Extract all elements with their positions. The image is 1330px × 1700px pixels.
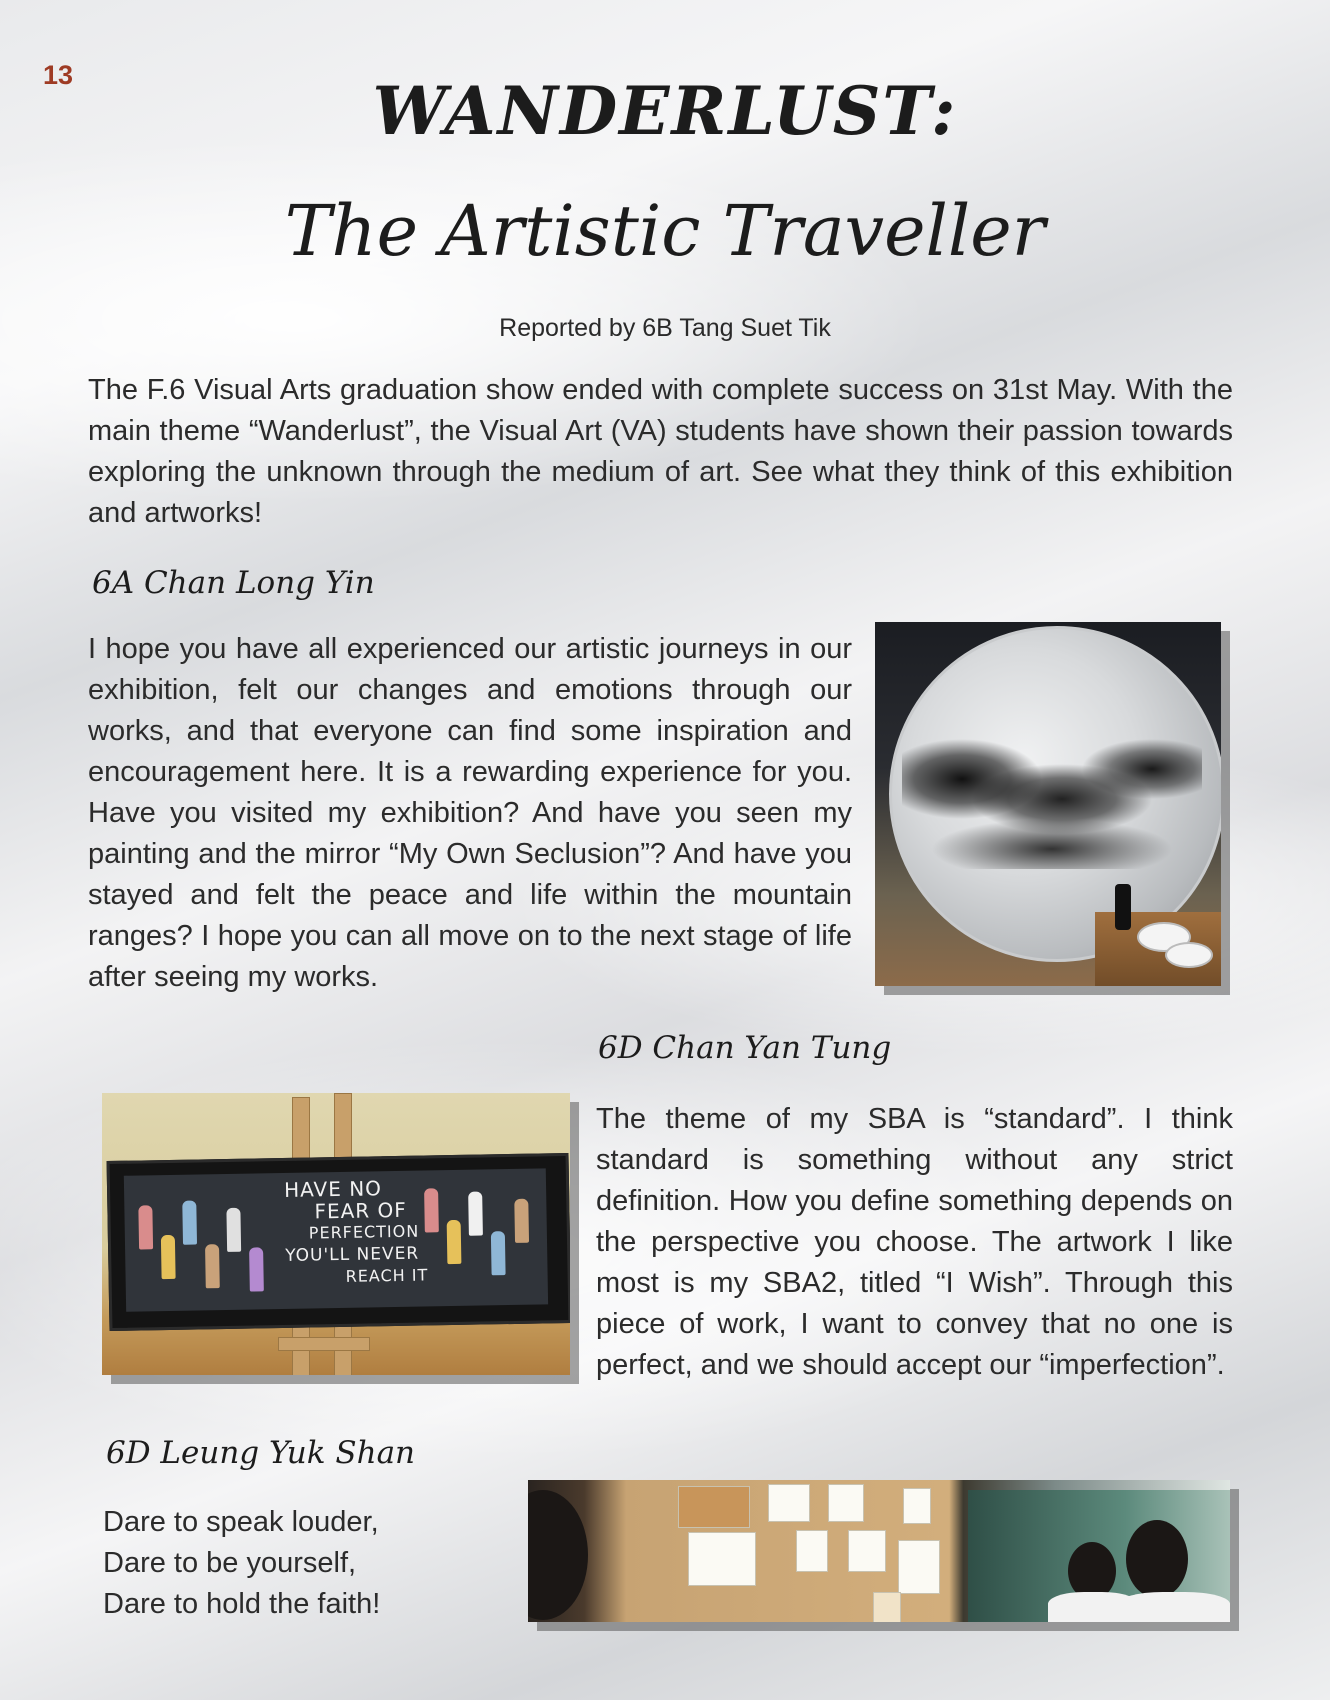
bottle xyxy=(1115,884,1131,930)
picture-frame xyxy=(107,1153,570,1331)
art-line: YOU'LL NEVER xyxy=(285,1243,420,1266)
artwork-card xyxy=(768,1484,810,1522)
photo-mirror-painting xyxy=(875,622,1221,986)
easel-bar xyxy=(278,1337,370,1351)
visitor-head xyxy=(1126,1520,1188,1598)
section-1-text: I hope you have all experienced our artistic journeys in our exhibition, felt our changes and emotions through our works, and that everyone can find some inspiration and encouragement here. It is a rewarding experience for you. Have you visited my exhibition? And have you seen my painting and the mirror “My Own Seclusion”? And have you stayed and felt the peace and life within the mountain ranges? I hope you can all move on to the next stage of life after seeing my works. xyxy=(88,633,852,993)
artwork-card xyxy=(796,1530,828,1572)
figure xyxy=(491,1231,506,1275)
title-main: WANDERLUST: xyxy=(372,72,958,150)
photo-framed-artwork xyxy=(102,1093,570,1375)
photo-exhibition-visitors xyxy=(528,1480,1230,1622)
byline: Reported by 6B Tang Suet Tik xyxy=(499,314,831,342)
artwork-card xyxy=(873,1592,901,1622)
page-number: 13 xyxy=(43,60,74,90)
artwork-card xyxy=(688,1532,756,1586)
poem-line: Dare to speak louder, xyxy=(103,1506,379,1538)
artwork-card xyxy=(903,1488,931,1524)
section-2-text: The theme of my SBA is “standard”. I think standard is something without any strict definition. How you define something depends on the perspective you choose. The artwork I like most is my SBA2, titled “I Wish”. Through this piece of work, I want to convey that no one is perfect, and we should accept our “imperfection”. xyxy=(596,1103,1233,1381)
artwork-canvas xyxy=(124,1168,548,1311)
title-sub: The Artistic Traveller xyxy=(284,190,1046,272)
poem-line: Dare to hold the faith! xyxy=(103,1588,381,1620)
art-line: FEAR OF xyxy=(314,1197,407,1224)
student-name-1: 6A Chan Long Yin xyxy=(92,565,375,601)
figure xyxy=(205,1244,220,1288)
figure xyxy=(514,1199,529,1243)
artwork-card xyxy=(678,1486,750,1528)
intro-paragraph: The F.6 Visual Arts graduation show ended with complete success on 31st May. With the main theme “Wanderlust”, the Visual Art (VA) students have shown their passion towards exploring the unknown through the medium of art. See what they think of this exhibition and artworks! xyxy=(88,374,1233,529)
artwork-lettering xyxy=(284,1175,486,1288)
figure xyxy=(249,1247,264,1291)
poem-line: Dare to be yourself, xyxy=(103,1547,357,1579)
artwork-card xyxy=(828,1484,864,1522)
figure xyxy=(226,1208,241,1252)
student-name-2: 6D Chan Yan Tung xyxy=(598,1030,892,1066)
visitor-shirt xyxy=(1118,1592,1230,1622)
artwork-card xyxy=(898,1540,940,1594)
ink-mountains xyxy=(902,719,1202,869)
artwork-card xyxy=(848,1530,886,1572)
visitor-head xyxy=(528,1490,588,1620)
figure xyxy=(138,1205,153,1249)
figure xyxy=(182,1200,197,1244)
art-line: PERFECTION xyxy=(308,1221,420,1243)
section-3-text xyxy=(103,1502,483,1625)
art-line: HAVE NO xyxy=(283,1176,383,1202)
art-line: REACH IT xyxy=(345,1265,429,1286)
plate xyxy=(1165,942,1213,968)
student-name-3: 6D Leung Yuk Shan xyxy=(106,1435,416,1471)
figure xyxy=(161,1235,176,1279)
